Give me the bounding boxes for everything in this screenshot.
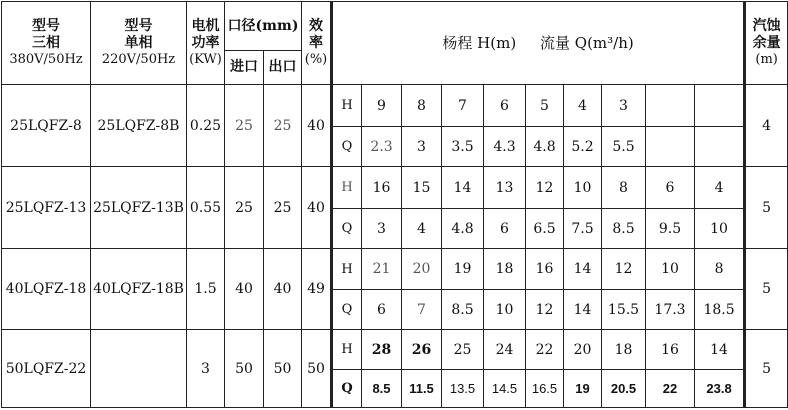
q-value: 15.5 <box>602 290 646 330</box>
h-value: 21 <box>362 249 402 290</box>
h-value: 7 <box>442 85 484 127</box>
npsh-value: 5 <box>745 167 788 249</box>
q-value: 16.5 <box>526 370 564 408</box>
q-value <box>695 127 745 167</box>
h-value: 28 <box>362 330 402 370</box>
inlet-diameter: 25 <box>225 85 264 167</box>
pump-spec-table <box>1 1 788 408</box>
q-value: 3 <box>362 209 402 249</box>
q-value: 4.3 <box>484 127 526 167</box>
h-value: 20 <box>402 249 442 290</box>
model-3phase: 40LQFZ-18 <box>2 249 91 330</box>
q-value: 5.5 <box>602 127 646 167</box>
q-value: 12 <box>526 290 564 330</box>
h-value: 24 <box>484 330 526 370</box>
h-value: 14 <box>695 330 745 370</box>
q-value: 9.5 <box>646 209 695 249</box>
h-value: 14 <box>442 167 484 209</box>
inlet-diameter: 50 <box>225 330 264 408</box>
header-outlet: 出口 <box>264 51 302 85</box>
h-value: 20 <box>564 330 602 370</box>
h-value: 18 <box>602 330 646 370</box>
inlet-diameter: 25 <box>225 167 264 249</box>
model-1phase <box>91 330 187 408</box>
q-value: 14 <box>564 290 602 330</box>
h-value: 14 <box>564 249 602 290</box>
header-model-3phase: 型号 三相 380V/50Hz <box>2 2 91 85</box>
h-label: H <box>332 249 362 290</box>
q-value: 18.5 <box>695 290 745 330</box>
h-value: 25 <box>442 330 484 370</box>
q-value: 4.8 <box>526 127 564 167</box>
h-value: 26 <box>402 330 442 370</box>
h-value: 16 <box>362 167 402 209</box>
h-value: 10 <box>646 249 695 290</box>
motor-power: 1.5 <box>187 249 225 330</box>
h-value: 13 <box>484 167 526 209</box>
q-label: Q <box>332 209 362 249</box>
h-value: 10 <box>564 167 602 209</box>
q-label: Q <box>332 127 362 167</box>
h-value <box>646 85 695 127</box>
q-value: 7 <box>402 290 442 330</box>
q-value: 6 <box>362 290 402 330</box>
model-1phase: 25LQFZ-8B <box>91 85 187 167</box>
q-value: 3.5 <box>442 127 484 167</box>
efficiency: 40 <box>302 167 332 249</box>
q-value: 10 <box>484 290 526 330</box>
q-value: 4 <box>402 209 442 249</box>
h-label: H <box>332 167 362 209</box>
model-1phase: 40LQFZ-18B <box>91 249 187 330</box>
npsh-value: 4 <box>745 85 788 167</box>
q-value: 13.5 <box>442 370 484 408</box>
q-value: 14.5 <box>484 370 526 408</box>
header-head-flow: 杨程 H(m) 流量 Q(m³/h) <box>332 2 745 85</box>
h-label: H <box>332 330 362 370</box>
h-value: 4 <box>564 85 602 127</box>
efficiency: 50 <box>302 330 332 408</box>
h-value: 15 <box>402 167 442 209</box>
header-caliber: 口径(mm) <box>225 2 302 51</box>
q-value: 3 <box>402 127 442 167</box>
outlet-diameter: 50 <box>264 330 302 408</box>
npsh-value: 5 <box>745 249 788 330</box>
q-value: 5.2 <box>564 127 602 167</box>
h-value: 12 <box>526 167 564 209</box>
motor-power: 0.25 <box>187 85 225 167</box>
h-value: 6 <box>484 85 526 127</box>
h-value: 16 <box>526 249 564 290</box>
h-value <box>695 85 745 127</box>
q-value: 11.5 <box>402 370 442 408</box>
q-value: 20.5 <box>602 370 646 408</box>
q-value: 17.3 <box>646 290 695 330</box>
q-value: 8.5 <box>442 290 484 330</box>
q-value: 4.8 <box>442 209 484 249</box>
h-value: 19 <box>442 249 484 290</box>
q-value: 8.5 <box>362 370 402 408</box>
h-value: 18 <box>484 249 526 290</box>
npsh-value: 5 <box>745 330 788 408</box>
q-value: 7.5 <box>564 209 602 249</box>
h-value: 8 <box>402 85 442 127</box>
motor-power: 3 <box>187 330 225 408</box>
inlet-diameter: 40 <box>225 249 264 330</box>
q-value: 10 <box>695 209 745 249</box>
model-3phase: 50LQFZ-22 <box>2 330 91 408</box>
h-value: 8 <box>602 167 646 209</box>
model-3phase: 25LQFZ-13 <box>2 167 91 249</box>
q-value: 23.8 <box>695 370 745 408</box>
outlet-diameter: 25 <box>264 85 302 167</box>
header-inlet: 进口 <box>225 51 264 85</box>
header-npsh: 汽蚀 余量 (m) <box>745 2 788 85</box>
h-value: 22 <box>526 330 564 370</box>
q-value: 6.5 <box>526 209 564 249</box>
h-label: H <box>332 85 362 127</box>
h-value: 4 <box>695 167 745 209</box>
model-1phase: 25LQFZ-13B <box>91 167 187 249</box>
h-value: 12 <box>602 249 646 290</box>
q-label: Q <box>332 290 362 330</box>
header-efficiency: 效 率 (%) <box>302 2 332 85</box>
h-value: 5 <box>526 85 564 127</box>
outlet-diameter: 40 <box>264 249 302 330</box>
motor-power: 0.55 <box>187 167 225 249</box>
q-label: Q <box>332 370 362 408</box>
model-3phase: 25LQFZ-8 <box>2 85 91 167</box>
efficiency: 40 <box>302 85 332 167</box>
q-value: 2.3 <box>362 127 402 167</box>
q-value: 19 <box>564 370 602 408</box>
q-value: 22 <box>646 370 695 408</box>
h-value: 8 <box>695 249 745 290</box>
h-value: 9 <box>362 85 402 127</box>
header-model-1phase: 型号 单相 220V/50Hz <box>91 2 187 85</box>
q-value: 8.5 <box>602 209 646 249</box>
h-value: 16 <box>646 330 695 370</box>
h-value: 6 <box>646 167 695 209</box>
outlet-diameter: 25 <box>264 167 302 249</box>
q-value <box>646 127 695 167</box>
header-motor-power: 电机 功率 (KW) <box>187 2 225 85</box>
efficiency: 49 <box>302 249 332 330</box>
h-value: 3 <box>602 85 646 127</box>
q-value: 6 <box>484 209 526 249</box>
